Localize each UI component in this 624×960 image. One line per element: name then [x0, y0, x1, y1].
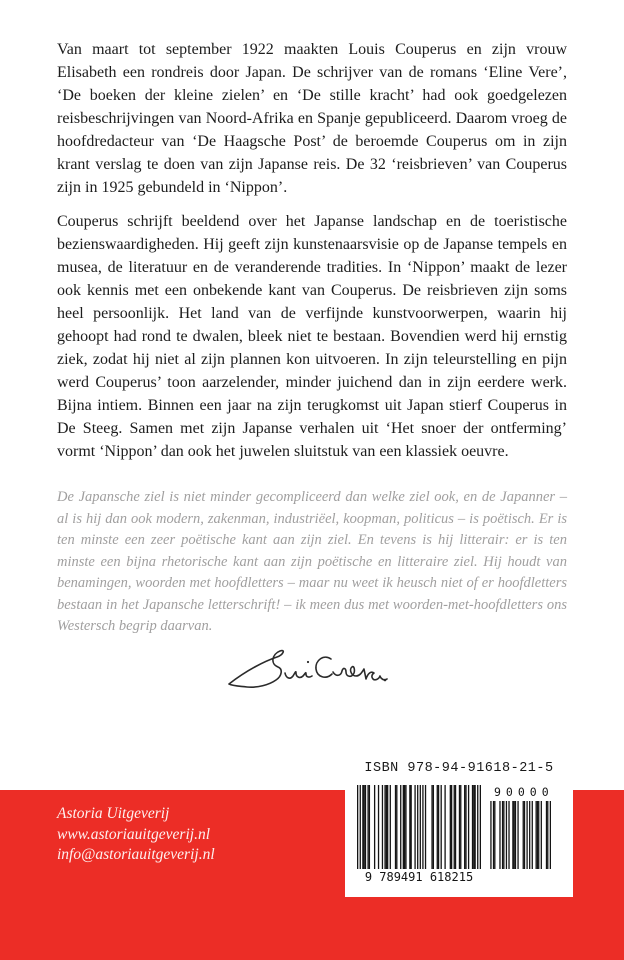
ean13-digits: 9 789491 618215: [364, 870, 474, 884]
publisher-website: www.astoriauitgeverij.nl: [57, 825, 210, 843]
ean5-addon-barcode: [489, 785, 554, 869]
synopsis: [57, 38, 567, 463]
publisher-info: [57, 804, 215, 866]
louis-couperus-signature-icon: [225, 646, 400, 702]
publisher-band: [0, 761, 624, 960]
isbn-number: ISBN 978-94-91618-21-5: [364, 761, 554, 776]
synopsis-paragraph-2: Couperus schrijft beeldend over het Japanse landschap en de toeristische bezienswaardigheden. Hij geeft zijn kunstenaarsvisie op de Japanse tempels en musea, de literatuur en de veranderende tradities. In ‘Nippon’ maakt de lezer ook kennis met een onbekende kant van Couperus. De reisbrieven zijn soms heel persoonlijk. Het land van de verfijnde kunstvoorwerpen, waarin hij gehoopt had rond te dwalen, bleek niet te bestaan. Bovendien werd hij ernstig ziek, zodat hij niet al zijn plannen kon uitvoeren. In zijn teleurstelling en pijn werd Couperus’ toon aarzelender, minder juichend dan in zijn eerdere werk. Bijna intiem. Binnen een jaar na zijn terugkomst uit Japan stierf Couperus in De Steeg. Samen met zijn Japanse verhalen uit ‘Het snoer der ontferming’ vormt ‘Nippon’ dan ook het juwelen sluitstuk van een klassiek oeuvre.: [57, 213, 567, 460]
signature-area: [57, 646, 567, 702]
synopsis-paragraph-1: Van maart tot september 1922 maakten Louis Couperus en zijn vrouw Elisabeth een rondreis door Japan. De schrijver van de romans ‘Eline Vere’, ‘De boeken der kleine zielen’ en ‘De stille kracht’ had ook goedgelezen reisbeschrijvingen van Noord-Afrika en Spanje gepubliceerd. Daarom vroeg de hoofdredacteur van ‘De Haagsche Post’ de beroemde Couperus om in zijn krant verslag te doen van zijn Japanse reis. De 32 ‘reisbrieven’ van Couperus zijn in 1925 gebundeld in ‘Nippon’.: [57, 41, 567, 196]
back-cover-text-block: [57, 38, 567, 702]
ean13-barcode: [357, 785, 481, 884]
isbn-barcode-box: [345, 756, 573, 897]
barcode-row: [345, 785, 573, 884]
ean13-bars-icon: [357, 785, 481, 869]
couperus-quote: De Japansche ziel is niet minder gecompliceerd dan welke ziel ook, en de Japanner – al is hij dan ook modern, zakenman, industriëel, koopman, politicus – is poëtisch. Er is ten minste een zeer poëtische kant aan zijn ziel. En tevens is hij litterair: er is ten minste een bijna rhetorische kant aan zijn poëtische en litteraire ziel. Hij houdt van benamingen, woorden met hoofdletters – maar nu weet ik heusch niet of er hoofdletters bestaan in het Japansche letterschrift! – ik meen dus met woorden-met-hoofdletters ons Westersch begrip daarvan.: [57, 489, 567, 634]
ean5-addon-digits: 90000: [494, 785, 554, 799]
ean5-addon-bars-icon: [489, 801, 551, 869]
publisher-name: Astoria Uitgeverij: [57, 805, 170, 822]
publisher-email: info@astoriauitgeverij.nl: [57, 846, 215, 863]
